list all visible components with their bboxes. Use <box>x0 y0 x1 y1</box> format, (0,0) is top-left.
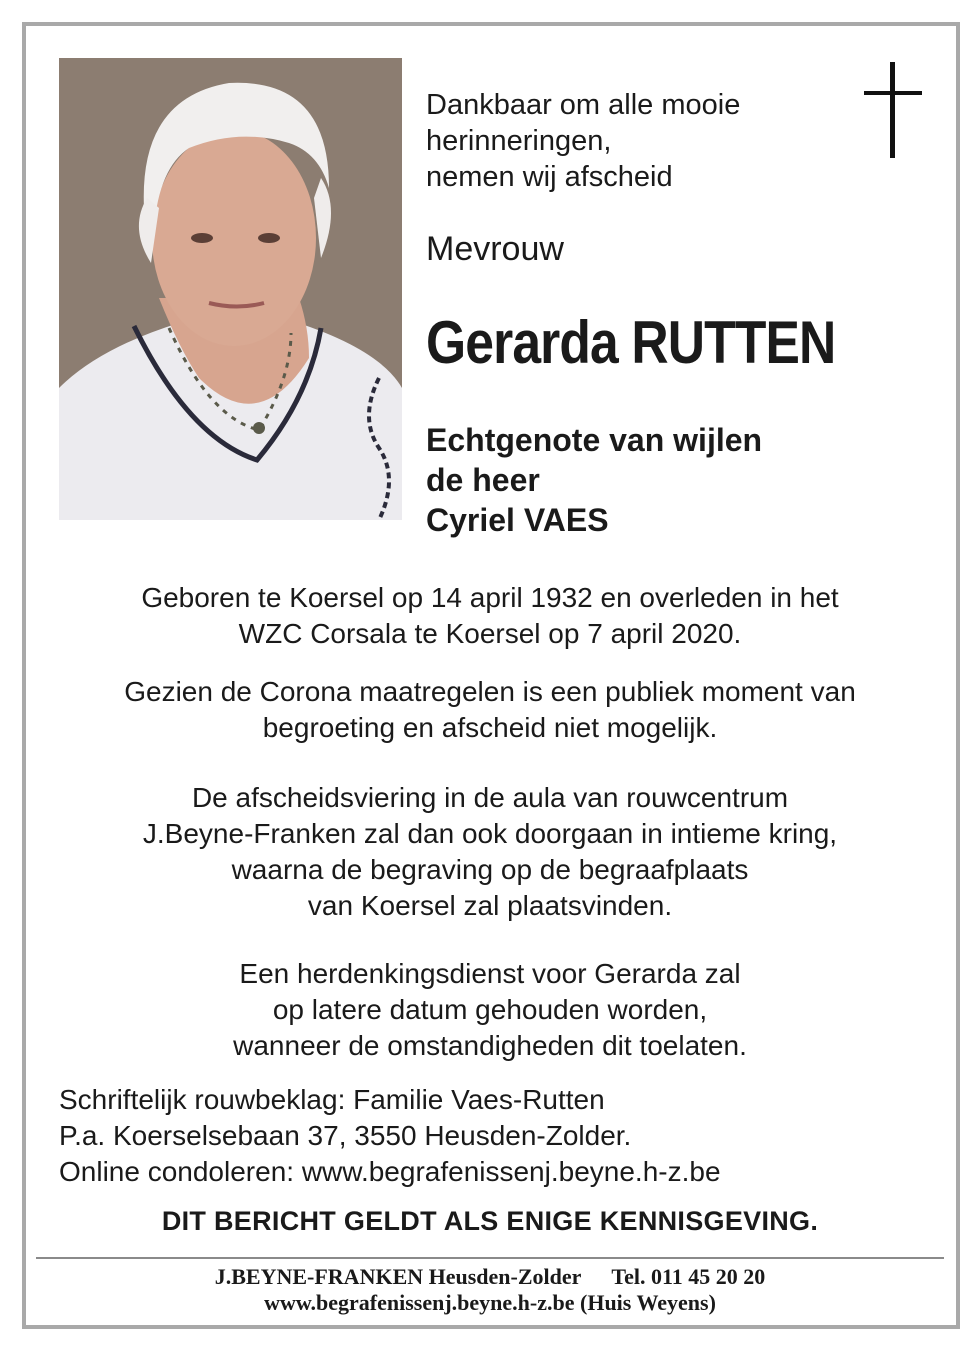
paragraph-line: begroeting en afscheid niet mogelijk. <box>262 712 718 743</box>
paragraph-line: Een herdenkingsdienst voor Gerarda zal <box>239 958 741 989</box>
paragraph-line: WZC Corsala te Koersel op 7 april 2020. <box>238 618 742 649</box>
footer-divider <box>36 1257 944 1259</box>
paragraph-line: Gezien de Corona maatregelen is een publiek moment van <box>124 676 856 707</box>
paragraph-line: Geboren te Koersel op 14 april 1932 en overleden in het <box>141 582 839 613</box>
spouse-line: Echtgenote van wijlen <box>426 422 763 458</box>
phone-number: Tel. 011 45 20 20 <box>611 1264 766 1289</box>
memorial-paragraph <box>40 956 940 1064</box>
opening-line: herinneringen, <box>426 125 612 157</box>
footer-line-1 <box>40 1264 940 1290</box>
deceased-name: Gerarda RUTTEN <box>426 309 836 376</box>
portrait-photo <box>59 58 402 520</box>
latin-cross-icon <box>864 62 922 158</box>
paragraph-line: J.Beyne-Franken zal dan ook doorgaan in intieme kring, <box>142 818 838 849</box>
opening-line: nemen wij afscheid <box>426 161 673 193</box>
opening-text <box>426 87 846 195</box>
paragraph-line: van Koersel zal plaatsvinden. <box>307 890 673 921</box>
spouse-line: de heer <box>426 462 540 498</box>
salutation: Mevrouw <box>426 230 564 268</box>
contact-line: Online condoleren: www.begrafenissenj.beyne.h-z.be <box>59 1156 721 1187</box>
funeral-home-name: J.BEYNE-FRANKEN Heusden-Zolder <box>214 1264 582 1289</box>
paragraph-line: waarna de begraving op de begraafplaats <box>231 854 749 885</box>
spouse-info <box>426 420 762 540</box>
paragraph-line: De afscheidsviering in de aula van rouwcentrum <box>191 782 789 813</box>
opening-line: Dankbaar om alle mooie <box>426 89 741 121</box>
birth-death-paragraph <box>40 580 940 652</box>
ceremony-paragraph <box>40 780 940 924</box>
footer-website: www.begrafenissenj.beyne.h-z.be (Huis Weyens) <box>264 1290 716 1315</box>
paragraph-line: op latere datum gehouden worden, <box>272 994 708 1025</box>
paragraph-line: wanneer de omstandigheden dit toelaten. <box>233 1030 747 1061</box>
contact-info <box>59 1082 721 1190</box>
official-notice: DIT BERICHT GELDT ALS ENIGE KENNISGEVING. <box>161 1206 819 1236</box>
corona-paragraph <box>40 674 940 746</box>
contact-line: Schriftelijk rouwbeklag: Familie Vaes-Rutten <box>59 1084 605 1115</box>
spouse-line: Cyriel VAES <box>426 502 609 538</box>
contact-line: P.a. Koerselsebaan 37, 3550 Heusden-Zolder. <box>59 1120 632 1151</box>
